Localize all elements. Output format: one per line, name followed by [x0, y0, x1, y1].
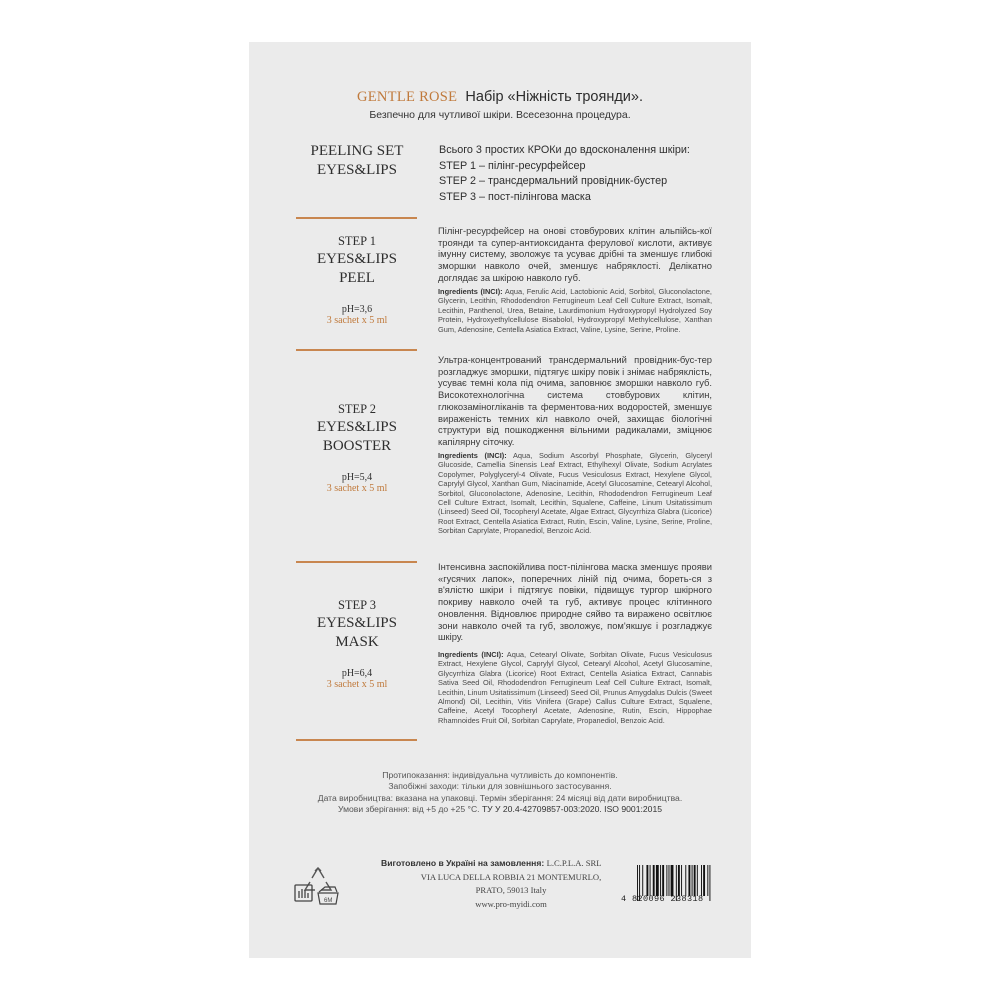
- barcode-bar: [688, 865, 690, 896]
- set-title: Набір «Ніжність троянди».: [465, 89, 644, 105]
- steps-intro: [439, 143, 719, 205]
- step-summary-3: STEP 3 – пост-пілінгова маска: [439, 190, 591, 203]
- divider: [296, 349, 417, 351]
- step3-description: Інтенсивна заспокійлива пост-пілінгова маска зменшує прояви «гусячих лапок», поперечних ліній під очима, бореть-ся з в'ялістю шкіри і підтягує повіки, підвищує тургор шкірного покриву навколо очей та губ, активує процес клітинного оновлення. Відновлює природне сяйво та виражено освітлює зони навколо очей та губ, зволожує, пом'якшує і розгладжує шкіру.: [438, 561, 712, 643]
- step3-ingredients-text: Aqua, Cetearyl Olivate, Sorbitan Olivate, Fucus Vesiculosus Extract, Hexylene Glycol, Caprylyl Glycol, Cetearyl Alcohol, Acetyl Glucosamine, Glycyrrhiza Glabra (Licorice) Root Extract, Centella Asiatica Extract, Cannabis Sativa Seed Oil, Rhododendron Ferrugineum Leaf Cell Culture Extract, Isomalt, Lecithin, Linum Usitatissimum (Linseed) Seed Oil, Prunus Amygdalus Dulcis (Sweet Almond) Oil, Lecithin, Vitis Vinifera (Grape) Callus Culture Extract, Squalene, Caffeine, Acetyl Tocopheryl Acetate, Adenosine, Rutin, Escin, Hippophae Rhamnoides Fruit Oil, Sorbitan Caprylate, Propanediol, Benzoic Acid.: [438, 650, 712, 725]
- barcode-bar: [697, 865, 698, 896]
- step1-sachet: 3 sachet x 5 ml: [326, 315, 388, 326]
- barcode-bar: [678, 865, 680, 896]
- barcode-bar: [656, 865, 659, 896]
- step3-name1: EYES&LIPS: [316, 615, 397, 631]
- barcode-digits: 4 820096 238318: [621, 894, 704, 904]
- step2-description: Ультра-концентрований трансдермальний провідник-бус-тер розгладжує зморшки, підтягує шкіру повік і знімає набряклість, усуває темні кола під очима, заповнює зморшки навколо губ. Високотехнологічна система стовбурових клітин, глюкозаміногліканів та ферментова-них водоростей, зменшує вираженість темних кіл навколо очей, захищає біологічні структури від пошкодження вільними радикалами, зміцнює капілярну сіточку.: [438, 354, 712, 447]
- precautions: Запобіжні заходи: тільки для зовнішнього застосування.: [388, 781, 612, 792]
- step2-label: STEP 2: [337, 402, 377, 416]
- brand-name: GENTLE ROSE: [356, 89, 458, 105]
- step3-ph: pH=6,4: [341, 668, 373, 679]
- step3-sachet: 3 sachet x 5 ml: [326, 679, 388, 690]
- barcode-bar: [701, 865, 702, 896]
- step3-heading: [283, 597, 431, 690]
- step1-ingredients-text: Aqua, Ferulic Acid, Lactobionic Acid, Sorbitol, Gluconolactone, Glycerin, Lecithin, Rhododendron Ferrugineum Leaf Cell Culture Extract, Isomalt, Lecithin, Panthenol, Urea, Betaine, Laurdimonium Hydroxypropyl Hydrolyzed Soy Protein, Hydroxyethylcellulose Bisabolol, Hydroxypropyl Methylcellulose, Xanthan Gum, Adenosine, Centella Asiatica Extract, Valine, Lysine, Serine, Proline.: [438, 287, 712, 334]
- step-summary-1: STEP 1 – пілінг-ресурфейсер: [439, 159, 586, 172]
- step3-ingredients: [438, 650, 712, 725]
- manufacturer-info: [381, 857, 641, 911]
- brand-title: [249, 89, 751, 106]
- storage-text: Умови зберігання: від +5 до +25 °С.: [338, 803, 480, 814]
- step-summary-2: STEP 2 – трансдермальний провідник-бустер: [439, 175, 668, 187]
- step3-label: STEP 3: [337, 598, 377, 612]
- website: www.pro-myidi.com: [475, 898, 547, 909]
- step2-heading: [283, 401, 431, 494]
- step3-name2: MASK: [335, 634, 379, 650]
- barcode-bar: [692, 865, 693, 896]
- address-line2: PRATO, 59013 Italy: [475, 885, 547, 895]
- step1-label: STEP 1: [337, 234, 377, 248]
- barcode-bar: [707, 865, 708, 896]
- packaging-icons: [293, 862, 343, 922]
- hand-wash-icon: [293, 882, 315, 904]
- barcode-bar: [703, 865, 705, 896]
- standards-text: ТУ У 20.4-42709857-003:2020. ISO 9001:2015: [481, 803, 662, 814]
- barcode-bar: [662, 865, 664, 896]
- divider: [296, 217, 417, 219]
- barcode-bar: [685, 865, 686, 896]
- barcode-bar: [650, 865, 651, 896]
- barcode-bar: [669, 865, 670, 896]
- production-date: Дата виробництва: вказана на упаковці. Термін зберігання: 24 місяці від дати виробництва.: [317, 792, 683, 803]
- step2-sachet: 3 sachet x 5 ml: [326, 483, 388, 494]
- barcode: [633, 865, 743, 916]
- peeling-set-line2: EYES&LIPS: [316, 162, 397, 178]
- product-card: [249, 42, 751, 958]
- step2-ingredients: [438, 451, 712, 536]
- contraindications: Протипоказання: індивідуальна чутливість до компонентів.: [382, 770, 618, 780]
- step1-ph: pH=3,6: [341, 304, 373, 315]
- barcode-bar: [642, 865, 643, 896]
- company-name: L.C.P.L.A. SRL: [546, 858, 602, 868]
- divider: [296, 739, 417, 741]
- made-label: Виготовлено в Україні на замовлення:: [381, 858, 545, 868]
- barcode-bar: [646, 865, 648, 896]
- barcode-bar: [660, 865, 661, 896]
- step2-ingredients-label: Ingredients (INCI):: [438, 451, 507, 460]
- divider: [296, 561, 417, 563]
- barcode-bar: [671, 865, 674, 896]
- step1-ingredients-label: Ingredients (INCI):: [438, 287, 503, 296]
- steps-intro-text: Всього 3 простих КРОКи до вдосконалення шкіри:: [439, 144, 690, 156]
- step1-heading: [283, 233, 431, 326]
- barcode-bar: [666, 865, 667, 896]
- storage-conditions: [249, 804, 751, 815]
- barcode-bar: [694, 865, 696, 896]
- step2-name2: BOOSTER: [322, 438, 392, 454]
- step1-ingredients: [438, 287, 712, 334]
- address-line1: VIA LUCA DELLA ROBBIA 21 MONTEMURLO,: [420, 871, 602, 882]
- step1-description: Пілінг-ресурфейсер на онові стовбурових клітин альпійсь-кої троянди та супер-антиоксиданта ферулової кислоти, активує імунну систему, зволожує та усуває дрібні та зменшує глибокі зморшки навколо очей, зменшує набряклості. Делікатно доглядає за шкірою навколо губ.: [438, 225, 712, 283]
- step2-ph: pH=5,4: [341, 472, 373, 483]
- period-text: 6M: [324, 898, 333, 904]
- peeling-set-heading: [283, 142, 431, 180]
- step1-name2: PEEL: [339, 270, 375, 286]
- barcode-bar: [681, 865, 682, 896]
- step1-name1: EYES&LIPS: [316, 251, 397, 267]
- step2-ingredients-text: Aqua, Sodium Ascorbyl Phosphate, Glycerin, Glyceryl Glucoside, Camellia Sinensis Leaf Extract, Ethylhexyl Olivate, Sodium Acrylates Copolymer, Polyglyceryl-4 Olivate, Fucus Vesiculosus Extract, Hexylene Glycol, Caprylyl Glycol, Xanthan Gum, Niacinamide, Acetyl Glucosamine, Cetearyl Alcohol, Sorbitol, Gluconolactone, Adenosine, Lecithin, Rhododendron Ferrugineum Leaf Cell Culture Extract, Isomalt, Lecithin, Squalene, Caffeine, Linum Usitatissimum (Linseed) Seed Oil, Tocopheryl Acetate, Algae Extract, Glycyrrhiza Glabra (Licorice) Root Extract, Centella Asiatica Extract, Rutin, Escin, Valine, Lysine, Serine, Proline, Sorbitan Caprylate, Propanediol, Benzoic Acid.: [438, 451, 713, 536]
- peeling-set-line1: PEELING SET: [310, 143, 404, 159]
- step3-ingredients-label: Ingredients (INCI):: [438, 650, 504, 659]
- footer-info: [249, 770, 751, 815]
- period-after-opening-icon: [315, 884, 341, 906]
- step2-name1: EYES&LIPS: [316, 419, 397, 435]
- tagline: Безпечно для чутливої шкіри. Всесезонна процедура.: [369, 109, 631, 121]
- barcode-bar: [653, 865, 655, 896]
